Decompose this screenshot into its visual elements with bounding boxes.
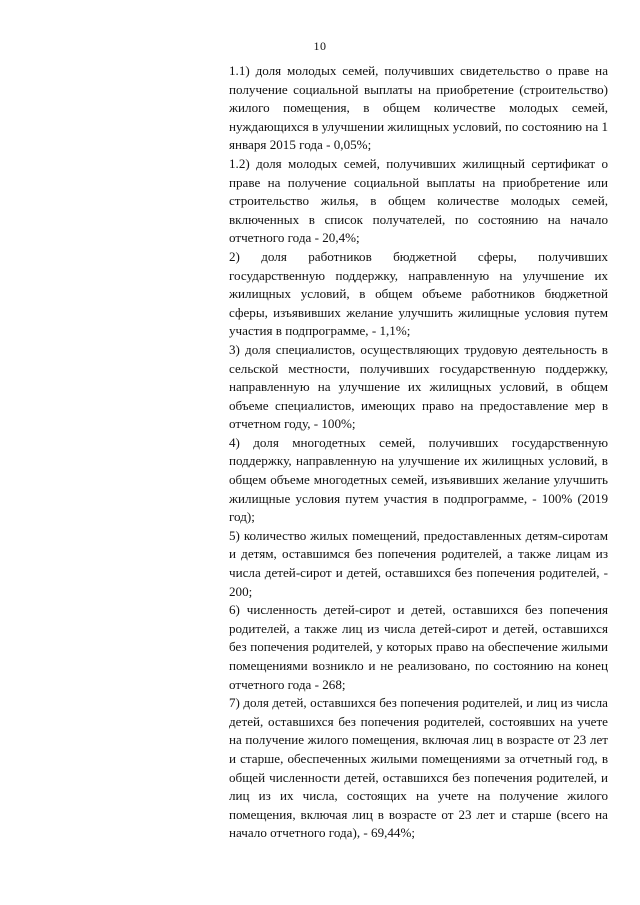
- list-item: 2) доля работников бюджетной сферы, получивших государственную поддержку, направленную на улучшение их жилищных условий, в общем объеме работников бюджетной сферы, изъявивших желание улучшить жилищные условия путем участия в подпрограмме, - 1,1%;: [229, 248, 608, 339]
- list-item: 4) доля многодетных семей, получивших государственную поддержку, направленную на улучшение их жилищных условий, в общем объеме многодетных семей, изъявивших желание улучшить жилищные условия путем участия в подпрограмме, - 100% (2019 год);: [229, 434, 608, 525]
- list-item: 7) доля детей, оставшихся без попечения родителей, и лиц из числа детей, оставшихся без попечения родителей, состоявших на учете на получение жилого помещения, включая лиц в возрасте от 23 лет и старше, обеспеченных жилыми помещениями за отчетный год, в общей численности детей, оставшихся без попечения родителей, и лиц из их числа, состоящих на учете на получение жилого помещения, включая лиц в возрасте от 23 лет и старше (всего на начало отчетного года), - 69,44%;: [229, 695, 608, 841]
- list-item: 6) численность детей-сирот и детей, оставшихся без попечения родителей, а также лиц из числа детей-сирот и детей, оставшихся без попечения родителей, у которых право на обеспечение жилыми помещениями возникло и не реализовано, по состоянию на конец отчетного года - 268;: [229, 602, 608, 692]
- page-number: 10: [313, 39, 327, 53]
- list-item: 3) доля специалистов, осуществляющих трудовую деятельность в сельской местности, получивших государственную поддержку, направленную на улучшение их жилищных условий, в общем объеме специалистов, имеющих право на предоставление мер в отчетном году, - 100%;: [229, 341, 608, 432]
- document-body: [229, 62, 608, 843]
- list-item: 1.1) доля молодых семей, получивших свидетельство о праве на получение социальной выплаты на приобретение (строительство) жилого помещения, в общем количестве молодых семей, нуждающихся в улучшении жилищных условий, по состоянию на 1 января 2015 года - 0,05%;: [229, 63, 608, 153]
- list-item: 5) количество жилых помещений, предоставленных детям-сиротам и детям, оставшимся без попечения родителей, а также лицам из числа детей-сирот и детей, оставшихся без попечения родителей, - 200;: [229, 527, 608, 599]
- list-item: 1.2) доля молодых семей, получивших жилищный сертификат о праве на получение социальной выплаты на приобретение или строительство жилья, в общем количестве молодых семей, включенных в список получателей, по состоянию на начало отчетного года - 20,4%;: [229, 155, 608, 246]
